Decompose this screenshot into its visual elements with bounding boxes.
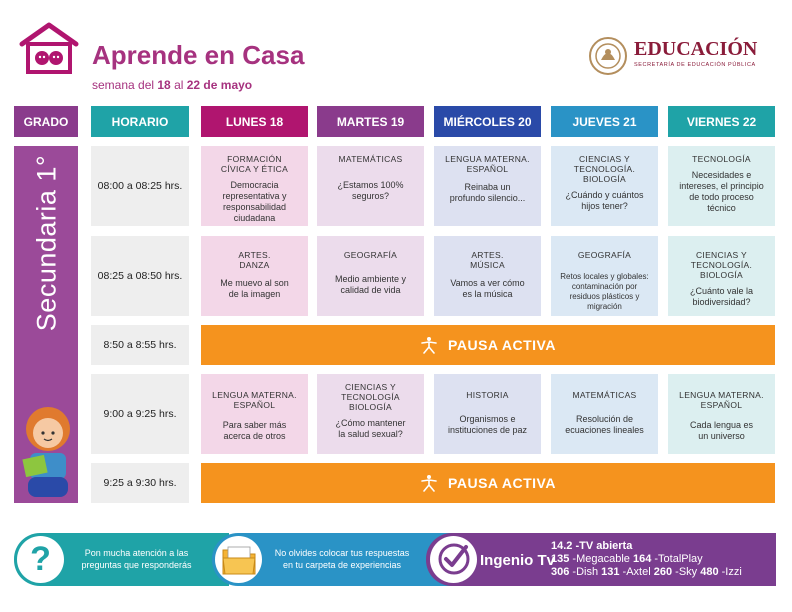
tip-questions-text: Pon mucha atención a las preguntas que responderás bbox=[81, 548, 192, 570]
tv-channels-line-2: 135 -Megacable 164 -TotalPlay bbox=[551, 553, 703, 565]
subject-label: TECNOLOGÍA bbox=[692, 154, 751, 164]
subject-label: FORMACIÓN CÍVICA Y ÉTICA bbox=[220, 154, 289, 174]
page-title: Aprende en Casa bbox=[92, 40, 305, 70]
class-cell bbox=[668, 374, 775, 454]
class-cell bbox=[201, 146, 308, 226]
subject-label: CIENCIAS Y TECNOLOGÍA. BIOLOGÍA bbox=[690, 250, 753, 280]
tv-abierta-line: 14.2 -TV abierta bbox=[551, 540, 633, 552]
subject-label: CIENCIAS Y TECNOLOGÍA. BIOLOGÍA bbox=[573, 154, 636, 184]
pausa-label: PAUSA ACTIVA bbox=[448, 337, 556, 353]
class-cell bbox=[434, 146, 541, 226]
header-viernes: VIERNES 22 bbox=[668, 106, 775, 137]
topic-label: Necesidades e intereses, el principio de todo proceso técnico bbox=[679, 170, 764, 213]
class-cell bbox=[668, 236, 775, 316]
header-horario: HORARIO bbox=[91, 106, 189, 137]
child-reading-icon bbox=[20, 405, 76, 501]
header-grado: GRADO bbox=[14, 106, 78, 137]
subject-label: CIENCIAS Y TECNOLOGÍA BIOLOGÍA bbox=[341, 382, 400, 412]
subject-label: HISTORIA bbox=[466, 390, 509, 400]
time-slot-pause-2: 9:25 a 9:30 hrs. bbox=[91, 463, 189, 503]
subject-label: LENGUA MATERNA. ESPAÑOL bbox=[445, 154, 530, 174]
ingenio-tv-brand: Ingenio Tv bbox=[480, 552, 555, 569]
subject-label: LENGUA MATERNA. ESPAÑOL bbox=[679, 390, 764, 410]
time-slot-1: 08:00 a 08:25 hrs. bbox=[91, 146, 189, 226]
pausa-label: PAUSA ACTIVA bbox=[448, 475, 556, 491]
header-jueves: JUEVES 21 bbox=[551, 106, 658, 137]
class-cell bbox=[551, 374, 658, 454]
ministry-subtitle: SECRETARÍA DE EDUCACIÓN PÚBLICA bbox=[634, 62, 756, 68]
tv-channels-line-3: 306 -Dish 131 -Axtel 260 -Sky 480 -Izzi bbox=[551, 566, 742, 578]
class-cell bbox=[317, 146, 424, 226]
time-slot-pause-1: 8:50 a 8:55 hrs. bbox=[91, 325, 189, 365]
class-cell bbox=[201, 236, 308, 316]
subject-label: MATEMÁTICAS bbox=[338, 154, 403, 164]
topic-label: ¿Cuándo y cuántos hijos tener? bbox=[565, 190, 644, 211]
header-miercoles: MIÉRCOLES 20 bbox=[434, 106, 541, 137]
subject-label: GEOGRAFÍA bbox=[343, 250, 398, 260]
class-cell bbox=[551, 146, 658, 226]
mexico-seal-icon bbox=[588, 36, 628, 76]
folder-icon bbox=[221, 544, 257, 576]
topic-label: ¿Cómo mantener la salud sexual? bbox=[335, 418, 406, 439]
topic-label: ¿Estamos 100% seguros? bbox=[337, 180, 404, 201]
topic-label: Medio ambiente y calidad de vida bbox=[334, 274, 407, 295]
class-cell bbox=[317, 374, 424, 454]
topic-label: Democracia representativa y responsabilidad ciudadana bbox=[222, 180, 287, 223]
topic-label: Para saber más acerca de otros bbox=[222, 420, 287, 441]
grado-label: Secundaria 1° bbox=[31, 154, 62, 332]
topic-label: Retos locales y globales: contaminación por residuos plásticos y migración bbox=[560, 272, 649, 311]
class-cell bbox=[551, 236, 658, 316]
header-lunes: LUNES 18 bbox=[201, 106, 308, 137]
time-slot-3: 9:00 a 9:25 hrs. bbox=[91, 374, 189, 454]
check-icon bbox=[436, 541, 472, 577]
class-cell bbox=[434, 236, 541, 316]
pausa-activa-bar bbox=[201, 325, 775, 365]
topic-label: Me muevo al son de la imagen bbox=[220, 278, 289, 299]
topic-label: Resolución de ecuaciones lineales bbox=[565, 414, 644, 435]
subject-label: MATEMÁTICAS bbox=[572, 390, 637, 400]
class-cell bbox=[317, 236, 424, 316]
exercise-icon bbox=[420, 336, 438, 354]
subject-label: ARTES. MÚSICA bbox=[470, 250, 505, 270]
ministry-title: EDUCACIÓN bbox=[634, 38, 758, 60]
week-subtitle: semana del 18 al 22 de mayo bbox=[92, 78, 253, 92]
class-cell bbox=[434, 374, 541, 454]
subject-label: GEOGRAFÍA bbox=[577, 250, 632, 260]
exercise-icon bbox=[420, 474, 438, 492]
topic-label: ¿Cuánto vale la biodiversidad? bbox=[689, 286, 754, 307]
pausa-activa-bar bbox=[201, 463, 775, 503]
class-cell bbox=[201, 374, 308, 454]
time-slot-2: 08:25 a 08:50 hrs. bbox=[91, 236, 189, 316]
subject-label: ARTES. DANZA bbox=[238, 250, 271, 270]
question-icon: ? bbox=[30, 540, 51, 578]
tip-folder-text: No olvides colocar tus respuestas en tu carpeta de experiencias bbox=[274, 548, 410, 570]
topic-label: Vamos a ver cómo es la música bbox=[450, 278, 525, 299]
house-logo-icon bbox=[18, 22, 80, 74]
header-martes: MARTES 19 bbox=[317, 106, 424, 137]
subject-label: LENGUA MATERNA. ESPAÑOL bbox=[212, 390, 297, 410]
topic-label: Organismos e instituciones de paz bbox=[447, 414, 528, 435]
topic-label: Cada lengua es un universo bbox=[689, 420, 754, 441]
topic-label: Reinaba un profundo silencio... bbox=[449, 182, 526, 203]
class-cell bbox=[668, 146, 775, 226]
